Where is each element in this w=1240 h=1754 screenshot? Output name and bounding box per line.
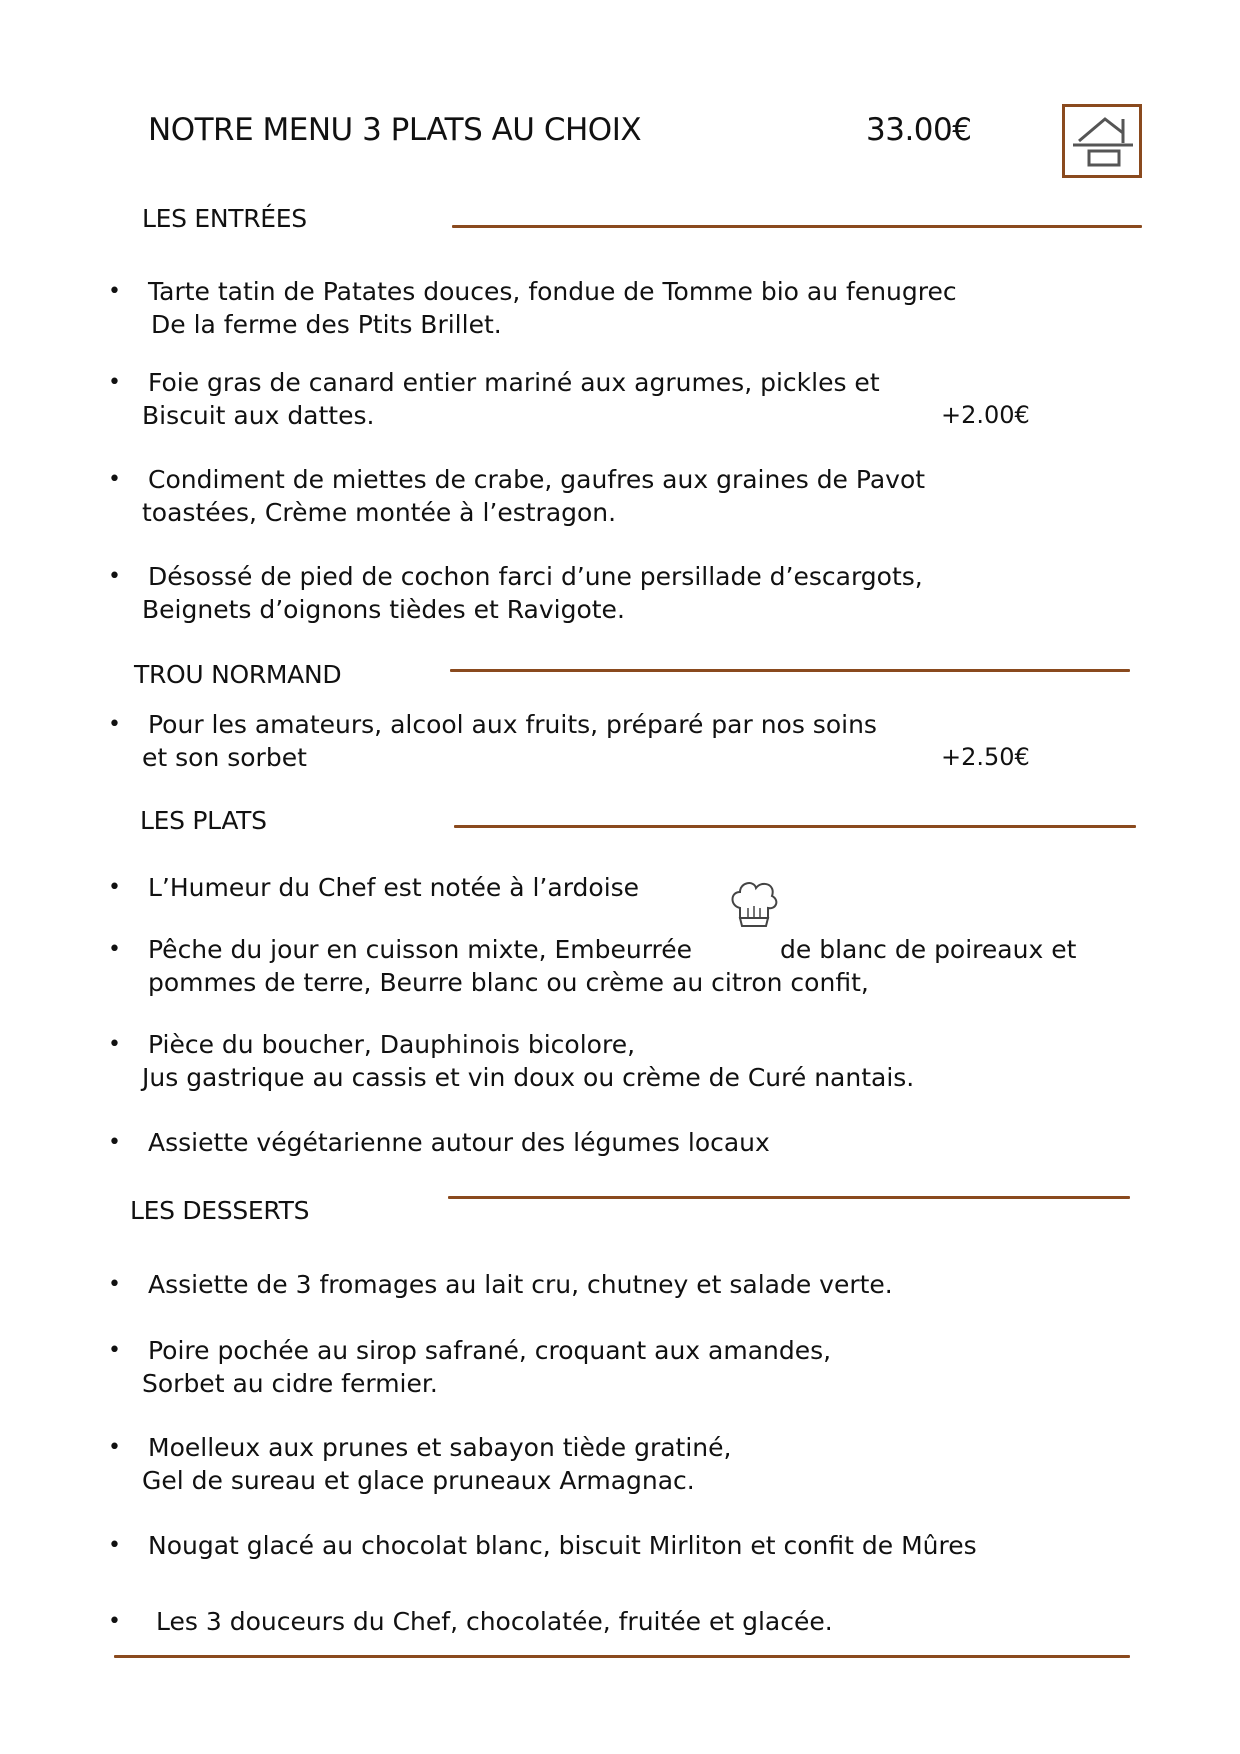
- item-text: toastées, Crème montée à l’estragon.: [142, 498, 617, 527]
- item-text: Les 3 douceurs du Chef, chocolatée, fruitée et glacée.: [156, 1607, 833, 1636]
- section-title-desserts: LES DESSERTS: [130, 1196, 310, 1225]
- item-text: L’Humeur du Chef est notée à l’ardoise: [148, 873, 640, 902]
- item-text: Biscuit aux dattes.: [142, 401, 375, 430]
- house-logo-icon: [1062, 104, 1142, 178]
- section-divider: [454, 825, 1136, 828]
- bullet: •: [108, 937, 121, 962]
- bullet: •: [108, 1533, 121, 1558]
- item-text: Beignets d’oignons tièdes et Ravigote.: [142, 595, 625, 624]
- item-text: Moelleux aux prunes et sabayon tiède gratiné,: [148, 1433, 732, 1462]
- item-text: Gel de sureau et glace pruneaux Armagnac.: [142, 1466, 695, 1495]
- item-text: de blanc de poireaux et: [780, 935, 1077, 964]
- bullet: •: [108, 1435, 121, 1460]
- section-title-trou-normand: TROU NORMAND: [134, 660, 342, 689]
- section-title-entrees: LES ENTRÉES: [142, 204, 307, 233]
- bullet: •: [108, 467, 121, 492]
- bullet: •: [108, 1609, 121, 1634]
- item-text: De la ferme des Ptits Brillet.: [151, 310, 502, 339]
- item-text: Jus gastrique au cassis et vin doux ou crème de Curé nantais.: [142, 1063, 915, 1092]
- section-divider: [450, 669, 1130, 672]
- chef-hat-icon: [726, 878, 780, 930]
- item-text: Assiette végétarienne autour des légumes locaux: [148, 1128, 770, 1157]
- item-text: Tarte tatin de Patates douces, fondue de Tomme bio au fenugrec: [148, 277, 957, 306]
- bullet: •: [108, 564, 121, 589]
- item-text: Nougat glacé au chocolat blanc, biscuit Mirliton et confit de Mûres: [148, 1531, 977, 1560]
- bullet: •: [108, 1032, 121, 1057]
- item-text: Désossé de pied de cochon farci d’une persillade d’escargots,: [148, 562, 923, 591]
- menu-title: NOTRE MENU 3 PLATS AU CHOIX: [148, 112, 642, 148]
- item-text: Pêche du jour en cuisson mixte, Embeurrée: [148, 935, 693, 964]
- supplement-price: +2.50€: [941, 743, 1030, 771]
- footer-divider: [114, 1655, 1130, 1658]
- item-text: Assiette de 3 fromages au lait cru, chutney et salade verte.: [148, 1270, 893, 1299]
- item-text: pommes de terre, Beurre blanc ou crème au citron confit,: [148, 968, 869, 997]
- item-text: Condiment de miettes de crabe, gaufres aux graines de Pavot: [148, 465, 926, 494]
- bullet: •: [108, 1130, 121, 1155]
- item-text: et son sorbet: [142, 743, 307, 772]
- section-divider: [452, 225, 1142, 228]
- item-text: Pour les amateurs, alcool aux fruits, préparé par nos soins: [148, 710, 877, 739]
- menu-price: 33.00€: [866, 112, 972, 148]
- bullet: •: [108, 712, 121, 737]
- bullet: •: [108, 279, 121, 304]
- bullet: •: [108, 1272, 121, 1297]
- bullet: •: [108, 370, 121, 395]
- bullet: •: [108, 1338, 121, 1363]
- item-text: Foie gras de canard entier mariné aux agrumes, pickles et: [148, 368, 880, 397]
- supplement-price: +2.00€: [941, 401, 1030, 429]
- item-text: Pièce du boucher, Dauphinois bicolore,: [148, 1030, 636, 1059]
- section-divider: [448, 1196, 1130, 1199]
- item-text: Sorbet au cidre fermier.: [142, 1369, 438, 1398]
- bullet: •: [108, 875, 121, 900]
- section-title-plats: LES PLATS: [140, 806, 267, 835]
- item-text: Poire pochée au sirop safrané, croquant aux amandes,: [148, 1336, 832, 1365]
